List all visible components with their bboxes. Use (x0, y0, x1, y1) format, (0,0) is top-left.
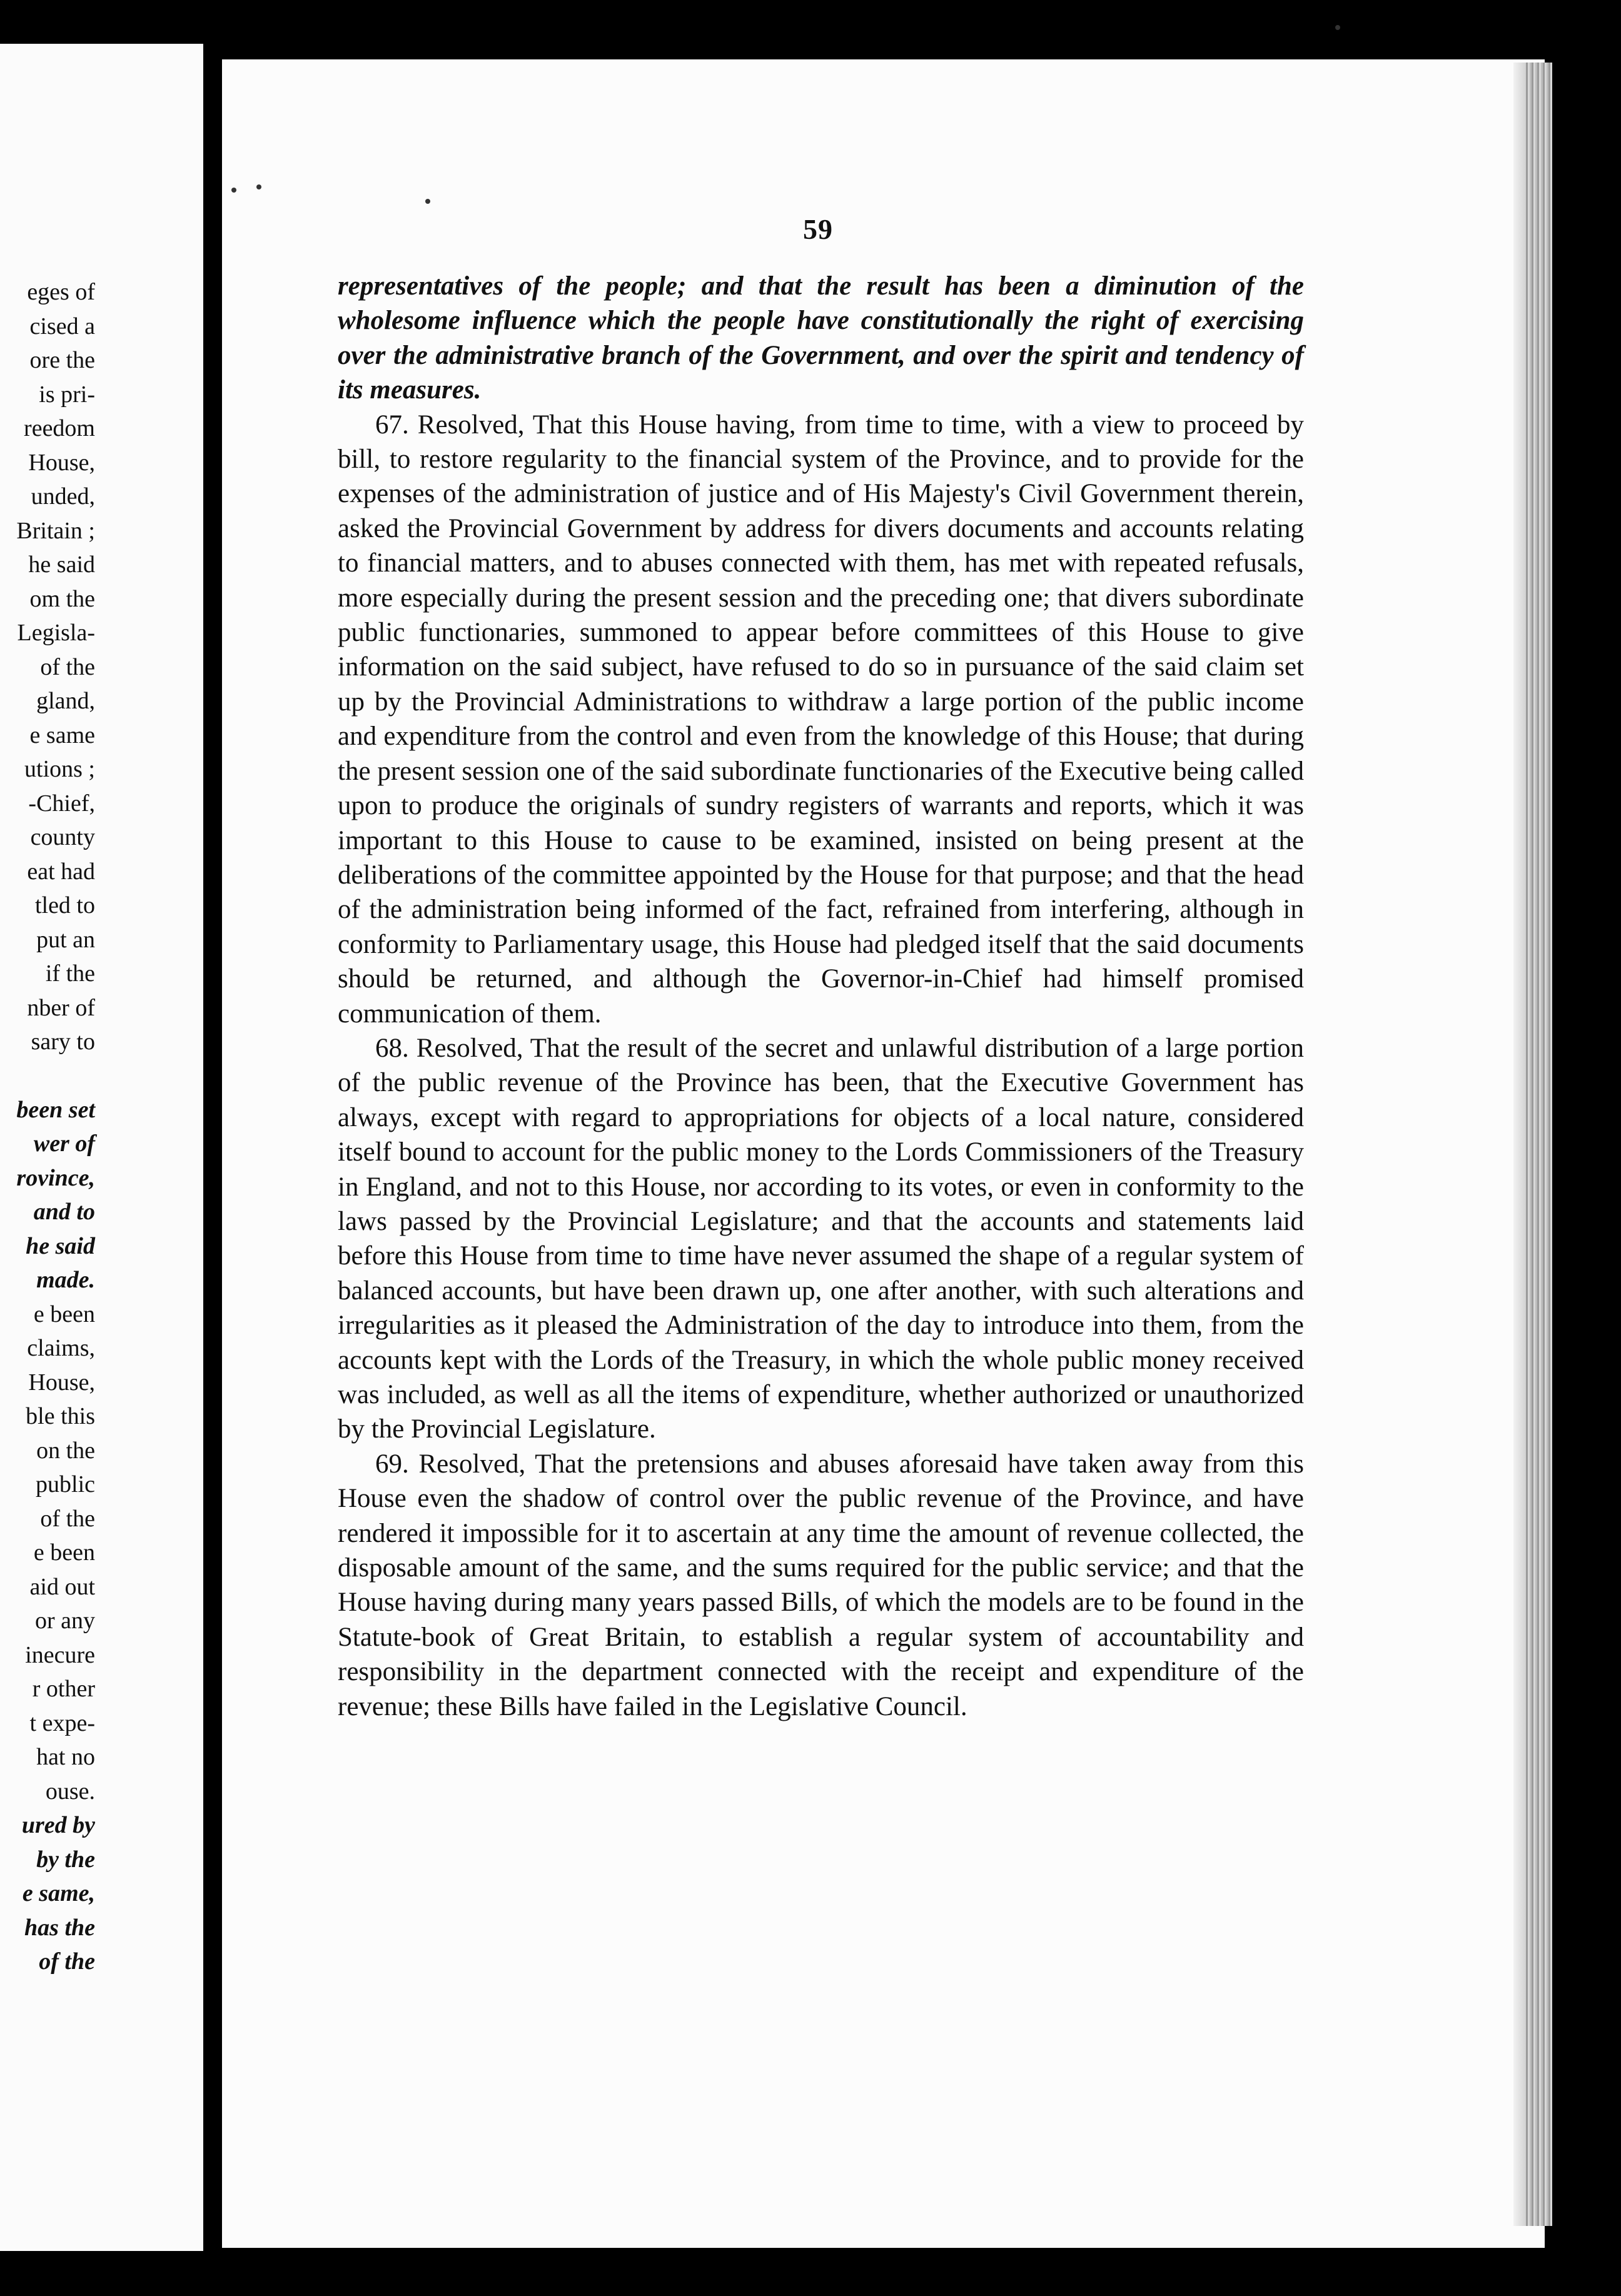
previous-page-text (0, 275, 95, 1979)
previous-page-line: e been (33, 1539, 95, 1566)
previous-page-line: unded, (31, 483, 95, 510)
previous-page-line: reedom (24, 415, 95, 441)
page-body (338, 269, 1304, 1724)
previous-page-line: Britain ; (16, 517, 95, 544)
page-shadow (1513, 63, 1527, 2226)
previous-page-line: tled to (34, 892, 95, 919)
previous-page-line: is pri- (39, 381, 95, 408)
previous-page-line: r other (32, 1676, 95, 1702)
previous-page-line: or any (34, 1608, 95, 1634)
resolution-67: 67. Resolved, That this House having, from time to time, with a view to proceed by bill, to restore regularity to the financial system of the Province, and to provide for the expenses of the administration of justice and of His Majesty's Civil Government therein, asked the Provincial Government by address for divers documents and accounts relating to financial matters, and to abuses connected with them, has met with repeated refusals, more especially during the present session and the preceding one; that divers subordinate public functionaries, summoned to appear before committees of this House to give information on the said subject, have refused to do so in pursuance of the said claim set up by the Provincial Administrations to withdraw a large portion of the public income and expenditure from the control and even from the knowledge of this House; that during the present session one of the said subordinate functionaries of the Executive being called upon to produce the originals of sundry registers of warrants and reports, which it was important to this House to cause to be examined, insisted on being present at the deliberations of the committee appointed by the House for that purpose; and that the head of the administration being informed of the fact, refrained from interfering, although in conformity to Parliamentary usage, this House had pledged itself that the said documents should be returned, and although the Governor-in-Chief had himself promised communication of them. (338, 410, 1304, 1029)
print-speck (231, 188, 236, 193)
previous-page-line: -Chief, (28, 790, 95, 817)
previous-page-line: ured by (21, 1812, 95, 1838)
previous-page-line: of the (39, 1948, 95, 1975)
previous-page-line: inecure (25, 1641, 95, 1668)
previous-page-line: Legisla- (17, 620, 95, 646)
print-speck (256, 184, 261, 189)
previous-page-line: on the (36, 1437, 95, 1464)
print-speck (1335, 25, 1340, 30)
previous-page-line: eat had (27, 858, 95, 885)
previous-page-line: ouse. (45, 1778, 95, 1805)
previous-page-line: e same, (22, 1880, 95, 1906)
previous-page-line: claims, (27, 1335, 95, 1361)
previous-page-line: House, (28, 1369, 95, 1396)
previous-page-line: e been (33, 1301, 95, 1327)
previous-page-line: t expe- (29, 1709, 95, 1736)
previous-page-line: House, (28, 449, 95, 476)
previous-page-line: he said (28, 551, 95, 578)
previous-page-line: county (30, 824, 95, 850)
previous-page-line: put an (36, 926, 95, 953)
resolution-69: 69. Resolved, That the pretensions and abuses aforesaid have taken away from this House even the shadow of control over the public revenue of the Province, and have rendered it impossible for it to ascertain at any time the amount of revenue collected, the disposable amount of the same, and the sums required for the public service; and that the House having during many years passed Bills, of which the models are to be found in the Statute-book of Great Britain, to establish a regular system of accountability and responsibility in the department connected with the receipt and expenditure of the revenue; these Bills have failed in the Legislative Council. (338, 1449, 1304, 1721)
previous-page-line: has the (24, 1914, 95, 1941)
previous-page-line: aid out (29, 1573, 95, 1600)
previous-page-line: gland, (36, 688, 95, 714)
previous-page-line: public (36, 1471, 95, 1498)
previous-page-line: been set (16, 1096, 95, 1123)
previous-page-line: ore the (29, 347, 95, 373)
print-speck (425, 199, 430, 204)
previous-page-line: utions ; (24, 756, 95, 782)
previous-page-line: by the (36, 1846, 95, 1873)
resolution-68: 68. Resolved, That the result of the secret and unlawful distribution of a large portion of the public revenue of the Province has been, that the Executive Government has always, except with regard to appropriations for objects of a local nature, considered itself bound to account for the public money to the Lords Commissioners of the Treasury in England, and not to this House, nor according to its votes, or even in conformity to the laws passed by the Provincial Legislature; and that the accounts and statements laid before this House from time to time have never assumed the shape of a regular system of balanced accounts, but have been drawn up, one after another, with such alterations and irregularities as it pleased the Administration of the day to introduce into them, from the accounts kept with the Lords of the Treasury, in which the whole public money received was included, as well as all the items of expenditure, whether authorized or unauthorized by the Provincial Legislature. (338, 1033, 1304, 1444)
previous-page-line: and to (33, 1199, 95, 1225)
previous-page-line: rovince, (16, 1164, 95, 1191)
previous-page-line: om the (29, 585, 95, 612)
page-stack-edge (1526, 63, 1552, 2226)
previous-page-line: eges of (27, 279, 95, 305)
previous-page-line: of the (40, 1505, 95, 1532)
previous-page-line: wer of (33, 1130, 95, 1157)
previous-page-line: of the (40, 653, 95, 680)
book-gutter (203, 0, 222, 2296)
previous-page-line: he said (26, 1232, 95, 1259)
page-number: 59 (803, 213, 833, 245)
previous-page-line: if the (45, 960, 95, 987)
previous-page-line: hat no (36, 1744, 95, 1770)
line-gap (0, 1059, 95, 1093)
previous-page-line: nber of (27, 994, 95, 1021)
previous-page-line: ble this (26, 1403, 95, 1429)
previous-page-fragment (0, 44, 207, 2251)
previous-page-line: made. (36, 1267, 95, 1293)
previous-page-line: cised a (29, 313, 95, 340)
previous-page-line: e same (29, 722, 95, 748)
previous-page-line: sary to (31, 1029, 95, 1055)
lead-paragraph: representatives of the people; and that the result has been a diminution of the wholesome influence which the people have constitutionally the right of exercising over the administrative branch of the Government, and over the spirit and tendency of its measures. (338, 271, 1304, 405)
